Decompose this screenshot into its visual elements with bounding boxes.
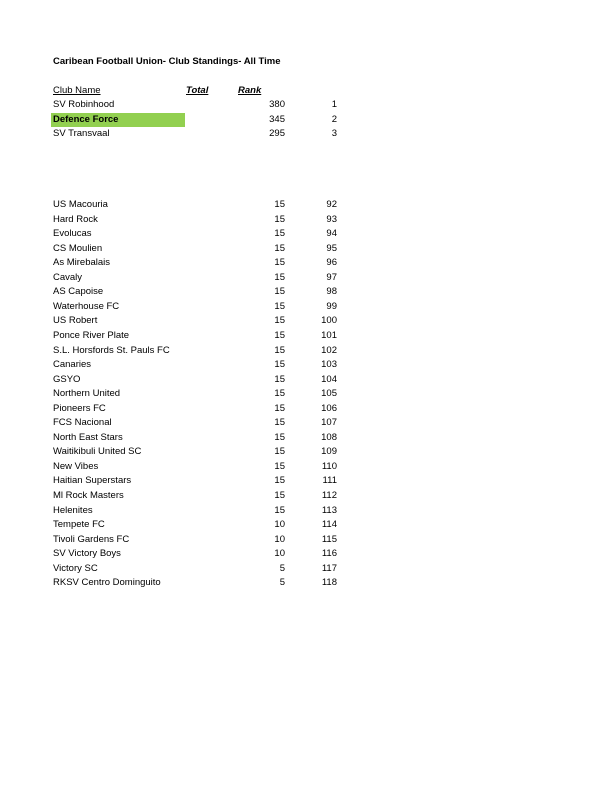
- table-row: [51, 460, 337, 474]
- table-row: [51, 533, 337, 547]
- total-cell: 15: [274, 271, 285, 283]
- table-row: [51, 344, 337, 358]
- table-row: [51, 300, 337, 314]
- total-cell: 15: [274, 213, 285, 225]
- table-row: [51, 402, 337, 416]
- table-row: [51, 198, 337, 212]
- total-cell: 15: [274, 199, 285, 210]
- rank-cell: 3: [331, 128, 337, 140]
- rank-cell: 2: [331, 113, 337, 125]
- rank-cell: 106: [321, 402, 337, 414]
- rank-cell: 96: [326, 257, 337, 269]
- total-cell: 15: [274, 446, 285, 458]
- table-row: [51, 314, 337, 328]
- total-cell: 15: [274, 359, 285, 371]
- total-cell: 15: [274, 460, 285, 472]
- club-name-cell: RKSV Centro Dominguito: [53, 577, 161, 589]
- rank-cell: 111: [322, 475, 337, 487]
- total-cell: 15: [274, 504, 285, 516]
- total-cell: 15: [274, 344, 285, 356]
- table-row: [51, 474, 337, 488]
- club-name-cell: SV Victory Boys: [53, 548, 121, 560]
- rank-cell: 113: [321, 504, 337, 516]
- total-cell: 15: [274, 242, 285, 254]
- total-cell: 15: [274, 490, 285, 501]
- table-row: [51, 416, 337, 430]
- rank-cell: 114: [321, 519, 337, 531]
- club-name-cell: Ponce River Plate: [53, 329, 130, 341]
- club-name-cell: S.L. Horsfords St. Pauls FC: [53, 344, 170, 356]
- total-cell: 15: [274, 417, 285, 429]
- club-name-cell: Hard Rock: [53, 213, 98, 225]
- table-row: [51, 285, 337, 299]
- club-name-cell: Helenites: [53, 504, 93, 516]
- total-cell: 5: [279, 577, 285, 589]
- club-name-cell: North East Stars: [53, 431, 123, 443]
- rank-cell: 97: [326, 271, 337, 283]
- rank-cell: 108: [321, 431, 337, 443]
- club-name-cell: SV Robinhood: [53, 99, 115, 110]
- total-cell: 15: [274, 300, 285, 312]
- total-cell: 15: [274, 228, 285, 240]
- club-name-cell: US Macouria: [53, 199, 108, 210]
- rank-cell: 1: [331, 99, 337, 110]
- club-name-cell: New Vibes: [53, 460, 99, 472]
- rank-cell: 102: [321, 344, 337, 356]
- column-header-total: Total: [186, 85, 209, 96]
- club-name-cell: Victory SC: [53, 562, 98, 574]
- rank-cell: 94: [326, 228, 337, 240]
- table-row: [51, 387, 337, 401]
- rank-cell: 104: [321, 373, 337, 385]
- total-cell: 15: [274, 431, 285, 443]
- rank-cell: 95: [326, 242, 337, 254]
- club-name-cell: Tempete FC: [53, 519, 105, 531]
- table-row: [51, 98, 337, 112]
- table-row: [51, 329, 337, 343]
- club-name-cell: Northern United: [53, 388, 121, 400]
- total-cell: 15: [274, 286, 285, 298]
- table-row: [51, 504, 337, 518]
- club-name-cell: AS Capoise: [53, 286, 104, 298]
- rank-cell: 118: [321, 577, 337, 589]
- column-header-rank: Rank: [238, 85, 262, 96]
- club-name-cell: CS Moulien: [53, 242, 103, 254]
- table-row: [51, 113, 337, 127]
- total-cell: 380: [269, 99, 285, 110]
- rank-cell: 101: [321, 329, 337, 341]
- table-row: [51, 213, 337, 227]
- club-name-cell: Waitikibuli United SC: [53, 446, 142, 458]
- club-name-cell: SV Transvaal: [53, 128, 110, 140]
- table-row: [51, 256, 337, 270]
- club-name-cell: Defence Force: [53, 113, 119, 125]
- table-row: [51, 358, 337, 372]
- rank-cell: 99: [326, 300, 337, 312]
- rank-cell: 105: [321, 388, 337, 400]
- table-row: [51, 489, 337, 503]
- total-cell: 15: [274, 329, 285, 341]
- club-name-cell: Tivoli Gardens FC: [53, 533, 130, 545]
- column-header-club-name: Club Name: [53, 85, 101, 96]
- table-row: [51, 518, 337, 532]
- total-cell: 15: [274, 257, 285, 269]
- club-name-cell: US Robert: [53, 315, 98, 327]
- rank-cell: 93: [326, 213, 337, 225]
- total-cell: 15: [274, 388, 285, 400]
- club-name-cell: Pioneers FC: [53, 402, 106, 414]
- rank-cell: 110: [321, 460, 337, 472]
- table-row: [51, 127, 337, 141]
- club-name-cell: Ml Rock Masters: [53, 490, 124, 501]
- table-row: [51, 547, 337, 561]
- table-row: [51, 373, 337, 387]
- club-name-cell: FCS Nacional: [53, 417, 112, 429]
- rank-cell: 112: [321, 490, 337, 501]
- total-cell: 15: [274, 373, 285, 385]
- total-cell: 15: [274, 315, 285, 327]
- rank-cell: 115: [321, 533, 337, 545]
- total-cell: 10: [274, 533, 285, 545]
- total-cell: 10: [274, 519, 285, 531]
- total-cell: 15: [274, 475, 285, 487]
- rank-cell: 116: [321, 548, 337, 560]
- club-name-cell: Cavaly: [53, 271, 83, 283]
- rank-cell: 109: [321, 446, 337, 458]
- club-name-cell: Evolucas: [53, 228, 92, 240]
- club-name-cell: Canaries: [53, 359, 92, 371]
- table-row: [51, 562, 337, 576]
- page-title: Caribean Football Union- Club Standings- All Time: [53, 56, 281, 67]
- club-name-cell: GSYO: [53, 373, 81, 385]
- club-name-cell: As Mirebalais: [53, 257, 111, 269]
- rank-cell: 107: [321, 417, 337, 429]
- total-cell: 345: [269, 113, 285, 125]
- rank-cell: 98: [326, 286, 337, 298]
- total-cell: 295: [269, 128, 285, 140]
- rank-cell: 117: [321, 562, 337, 574]
- table-row: [51, 242, 337, 256]
- total-cell: 10: [274, 548, 285, 560]
- table-row: [51, 227, 337, 241]
- table-row: [51, 271, 337, 285]
- total-cell: 15: [274, 402, 285, 414]
- table-row: [51, 431, 337, 445]
- table-row: [51, 576, 337, 590]
- club-name-cell: Waterhouse FC: [53, 300, 120, 312]
- rank-cell: 103: [321, 359, 337, 371]
- rank-cell: 92: [326, 199, 337, 210]
- total-cell: 5: [279, 562, 285, 574]
- rank-cell: 100: [321, 315, 337, 327]
- table-row: [51, 445, 337, 459]
- club-name-cell: Haitian Superstars: [53, 475, 132, 487]
